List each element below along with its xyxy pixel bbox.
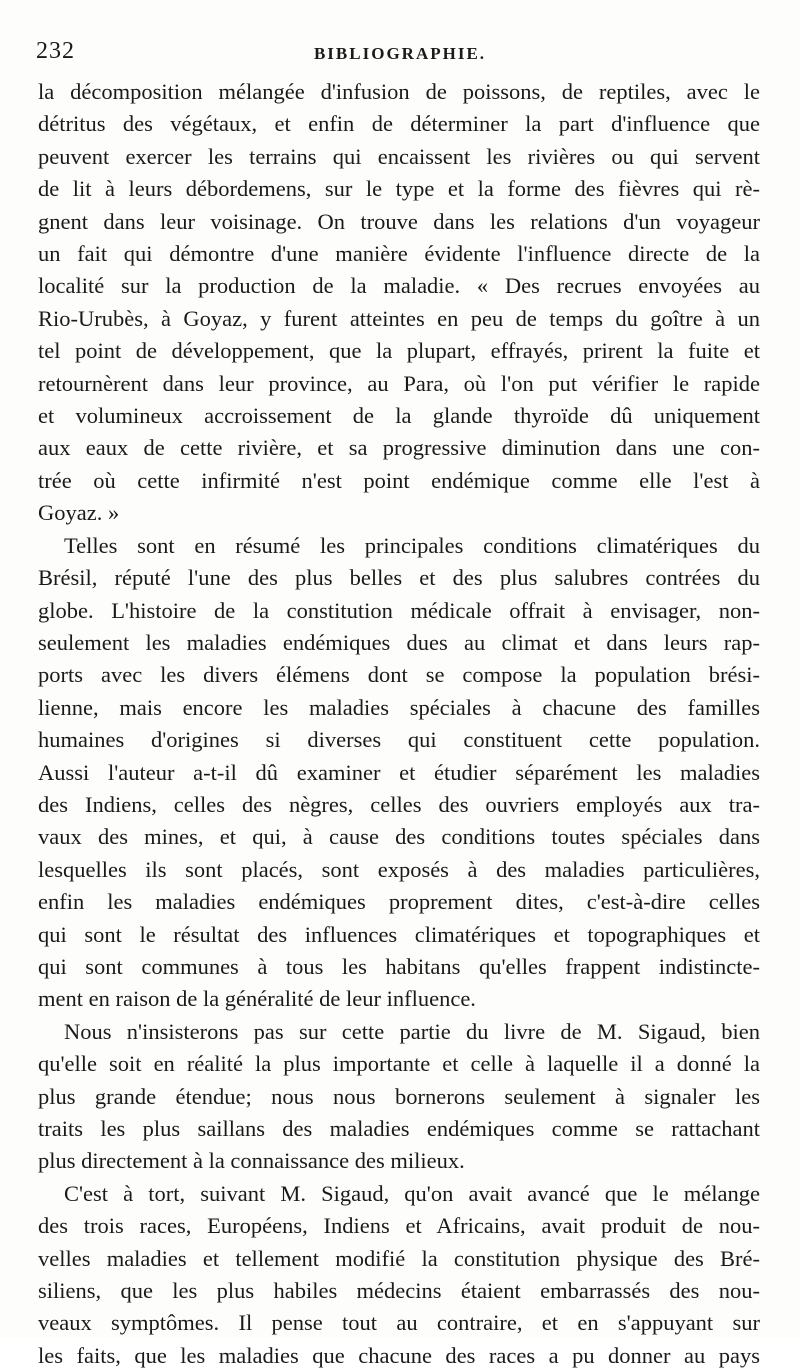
text-line: localité sur la production de la maladie. « Des recrues envoyées au [38,273,760,299]
text-line: des Indiens, celles des nègres, celles des ouvriers employés aux tra- [38,791,760,817]
text-line: ports avec les divers élémens dont se compose la population brési- [38,662,760,688]
text-line: Goyaz. » [38,500,120,526]
text-line: seulement les maladies endémiques dues au climat et dans leurs rap- [38,629,760,655]
text-line: Rio-Urubès, à Goyaz, y furent atteintes en peu de temps du goître à un [38,305,760,331]
text-line: enfin les maladies endémiques proprement dites, c'est-à-dire celles [38,889,760,915]
text-line: qu'elle soit en réalité la plus importante et celle à laquelle il a donné la [38,1051,760,1077]
text-line: lesquelles ils sont placés, sont exposés à des maladies particulières, [38,856,760,882]
running-head: BIBLIOGRAPHIE. [313,44,487,63]
text-line: des trois races, Européens, Indiens et Africains, avait produit de nou- [38,1213,760,1239]
text-line: vaux des mines, et qui, à cause des conditions toutes spéciales dans [38,824,760,850]
text-line: gnent dans leur voisinage. On trouve dans les relations d'un voyageur [38,208,760,234]
text-line: lienne, mais encore les maladies spéciales à chacune des familles [38,694,760,720]
text-line: Aussi l'auteur a-t-il dû examiner et étudier séparément les maladies [38,759,760,785]
paragraph-2 [38,530,760,1016]
paragraph-3 [38,1016,760,1178]
text-line: peuvent exercer les terrains qui encaissent les rivières ou qui servent [38,143,760,169]
text-line: un fait qui démontre d'une manière évidente l'influence directe de la [38,241,760,267]
text-line: détritus des végétaux, et enfin de déterminer la part d'influence que [38,111,760,137]
page-number: 232 [36,38,75,64]
paragraph-4 [38,1178,760,1372]
text-line: siliens, que les plus habiles médecins étaient embarrassés des nou- [38,1278,760,1304]
text-line: aux eaux de cette rivière, et sa progressive diminution dans une con- [38,435,760,461]
text-line: ment en raison de la généralité de leur influence. [38,986,476,1012]
text-line: Nous n'insisterons pas sur cette partie du livre de M. Sigaud, bien [64,1018,760,1044]
text-line: C'est à tort, suivant M. Sigaud, qu'on avait avancé que le mélange [64,1180,760,1206]
text-line: humaines d'origines si diverses qui constituent cette population. [38,727,760,753]
text-line: qui sont communes à tous les habitans qu'elles frappent indistincte- [38,953,760,979]
page-header [36,38,764,68]
text-line: trée où cette infirmité n'est point endémique comme elle l'est à [38,467,760,493]
text-line: retournèrent dans leur province, au Para, où l'on put vérifier le rapide [38,370,760,396]
text-line: veaux symptômes. Il pense tout au contraire, et en s'appuyant sur [38,1310,760,1336]
text-line: globe. L'histoire de la constitution médicale offrait à envisager, non- [38,597,760,623]
text-line: la décomposition mélangée d'infusion de poissons, de reptiles, avec le [38,79,760,104]
text-line: tel point de développement, que la plupart, effrayés, prirent la fuite et [38,338,760,364]
text-line: Brésil, réputé l'une des plus belles et des plus salubres contrées du [38,565,760,591]
text-line: velles maladies et tellement modifié la constitution physique des Bré- [38,1245,760,1271]
text-line: Telles sont en résumé les principales conditions climatériques du [64,532,760,558]
body-text [38,76,760,1372]
text-line: qui sont le résultat des influences climatériques et topographiques et [38,921,760,947]
text-line: de lit à leurs débordemens, sur le type et la forme des fièvres qui rè- [38,176,760,202]
text-line: et volumineux accroissement de la glande thyroïde dû uniquement [38,403,760,429]
text-line: plus directement à la connaissance des milieux. [38,1148,465,1174]
text-line: plus grande étendue; nous nous bornerons seulement à signaler les [38,1083,760,1109]
paragraph-1 [38,76,760,530]
text-line: traits les plus saillans des maladies endémiques comme se rattachant [38,1116,760,1141]
text-line: les faits, que les maladies que chacune des races a pu donner au pays [38,1342,760,1368]
